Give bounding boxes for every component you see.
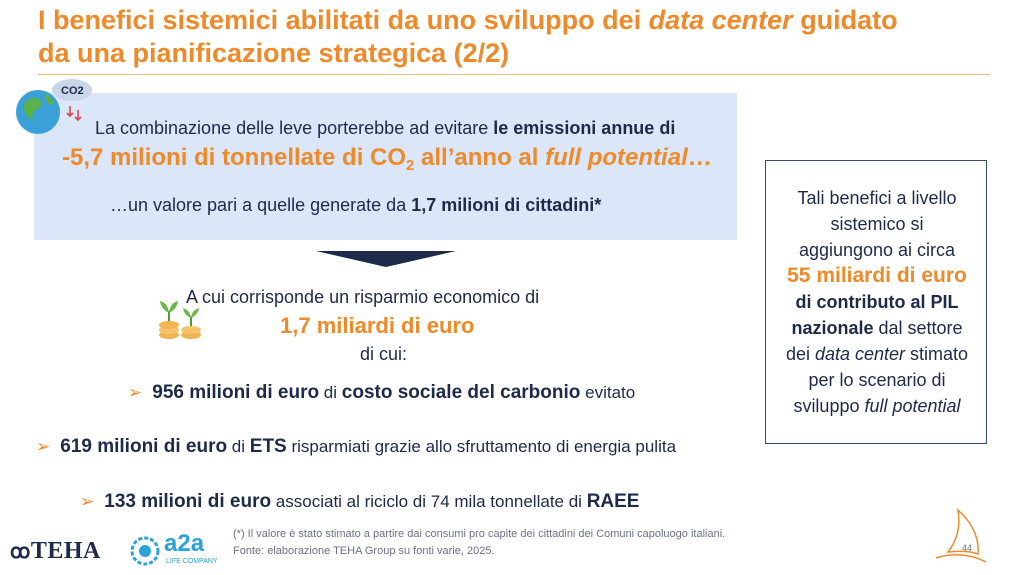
- side-line: stimato: [905, 344, 969, 364]
- bullet-value: 133 milioni di euro: [104, 491, 272, 512]
- globe-co2-icon: [14, 76, 94, 138]
- side-callout-box: [765, 160, 987, 444]
- emissions-ellipsis: …: [687, 144, 712, 171]
- savings-breakdown-label: di cui:: [360, 344, 408, 364]
- side-italic: full potential: [864, 396, 961, 416]
- footnote-note: (*) Il valore è stato stimato a partire dai consumi pro capite dei cittadini dei Comuni capoluogo italiani.: [233, 528, 726, 540]
- emissions-line1-bold: le emissioni annue di: [493, 118, 676, 138]
- footnote-source: Fonte: elaborazione TEHA Group su fonti varie, 2025.: [233, 545, 495, 557]
- chevron-right-icon: ➢: [80, 492, 95, 511]
- bullet-text: di: [227, 437, 250, 456]
- footnote: [233, 526, 725, 560]
- side-line: per lo scenario di: [808, 370, 946, 390]
- sail-logo-icon: [930, 508, 992, 568]
- side-line: dal settore: [873, 318, 963, 338]
- a2a-logo: [130, 530, 218, 571]
- side-line: dei: [785, 344, 815, 364]
- bullet-bold: ETS: [249, 436, 287, 457]
- title-text-end: guidato: [792, 5, 898, 35]
- side-callout-text: [766, 185, 988, 419]
- list-item: [36, 436, 676, 458]
- title-italic: data center: [648, 5, 793, 35]
- teha-logo: [10, 538, 101, 565]
- page-number: 44: [962, 543, 973, 553]
- title-line2: da una pianificazione strategica (2/2): [38, 38, 510, 68]
- chevron-right-icon: ➢: [36, 437, 51, 456]
- emissions-line3-text: …un valore pari a quelle generate da: [110, 195, 412, 215]
- emissions-line3-bold: 1,7 milioni di cittadini*: [411, 195, 602, 215]
- emissions-value: -5,7 milioni di tonnellate di CO: [62, 144, 407, 171]
- side-bold-word: nazionale: [791, 318, 874, 338]
- co2-subscript: 2: [406, 157, 415, 174]
- side-line: sistemico si: [830, 214, 924, 234]
- side-bold-line: di contributo al PIL: [795, 292, 959, 312]
- a2a-mark-icon: [130, 536, 160, 566]
- bullet-text: associati al riciclo di 74 mila tonnellate di: [271, 492, 587, 511]
- side-italic: data center: [814, 344, 906, 364]
- page-title: [38, 4, 998, 70]
- emissions-line3: [110, 195, 601, 216]
- bullet-text-end: evitato: [580, 383, 636, 402]
- list-item: [128, 382, 635, 404]
- a2a-tagline: LIFE COMPANY: [166, 558, 218, 565]
- down-arrow-icon: [316, 251, 456, 267]
- side-line: Tali benefici a livello: [797, 188, 957, 208]
- side-highlight-value: 55 miliardi di euro: [787, 264, 967, 287]
- bullet-value: 956 milioni di euro: [152, 382, 320, 403]
- a2a-logo-text: a2a: [164, 530, 205, 557]
- list-item: [80, 491, 639, 513]
- emissions-mid: all’anno al: [414, 144, 546, 171]
- teha-mark-icon: ꝏ: [10, 541, 31, 563]
- savings-amount: 1,7 miliardi di euro: [280, 313, 475, 338]
- side-line: aggiungono ai circa: [798, 240, 956, 260]
- title-text: I benefici sistemici abilitati da uno sviluppo dei: [38, 5, 649, 35]
- emissions-line1-text: La combinazione delle leve porterebbe ad evitare: [95, 118, 494, 138]
- teha-logo-text: TEHA: [30, 538, 101, 564]
- chevron-right-icon: ➢: [128, 383, 143, 402]
- bullet-text-end: risparmiati grazie allo sfruttamento di energia pulita: [286, 437, 677, 456]
- bullet-text: di: [319, 383, 342, 402]
- savings-intro: A cui corrisponde un risparmio economico di: [186, 287, 540, 307]
- emissions-headline: [62, 144, 712, 174]
- side-line: sviluppo: [793, 396, 865, 416]
- bullet-bold: RAEE: [586, 491, 640, 512]
- title-divider: [38, 74, 990, 75]
- bullet-value: 619 milioni di euro: [60, 436, 228, 457]
- bullet-bold: costo sociale del carbonio: [341, 382, 581, 403]
- emissions-italic: full potential: [545, 144, 688, 171]
- emissions-line1: [95, 118, 675, 139]
- co2-label: CO2: [61, 85, 84, 97]
